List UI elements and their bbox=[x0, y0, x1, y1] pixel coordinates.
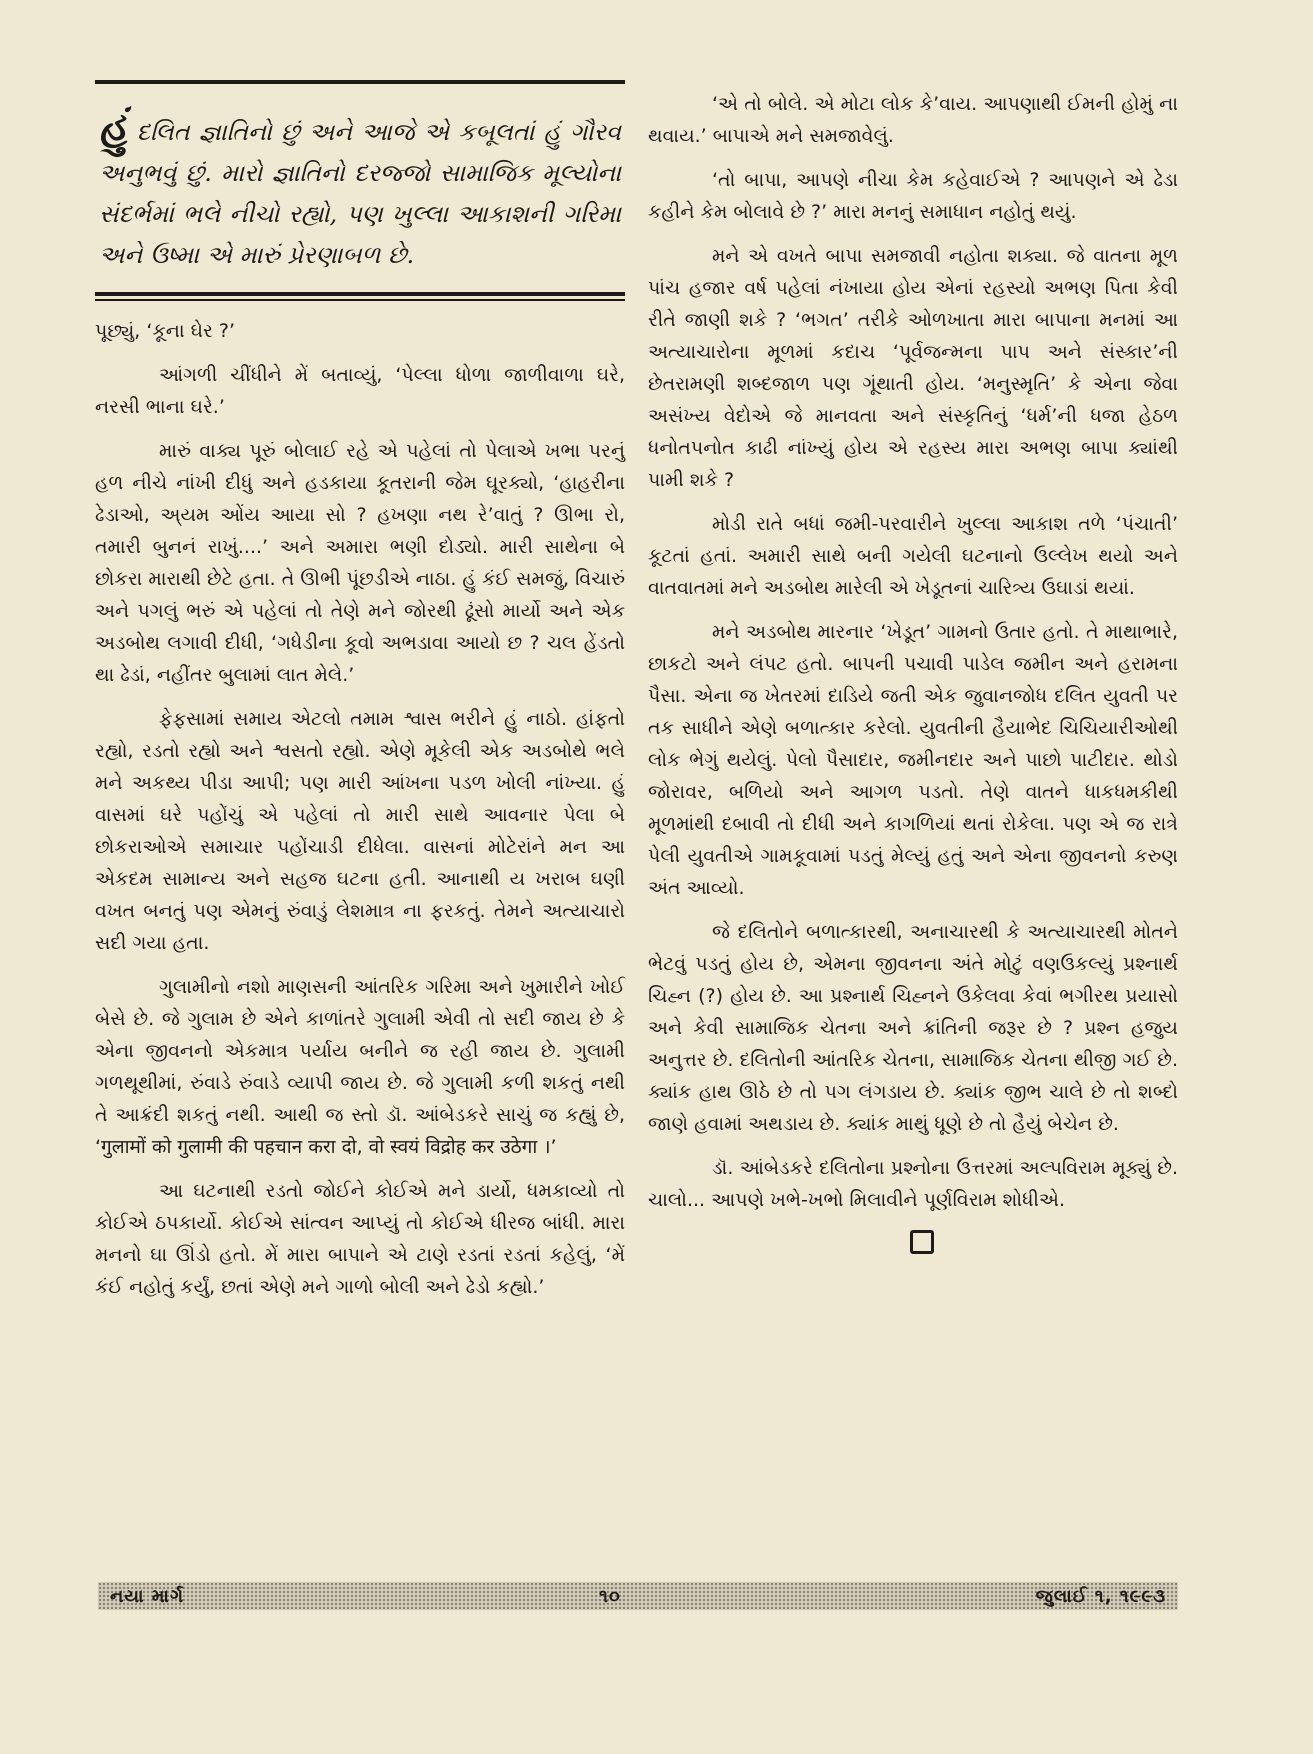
body-paragraph: આંગળી ચીંધીને મેં બતાવ્યું, ‘પેલ્લા ધોળા જાળીવાળા ઘરે, નરસી ભાના ઘરે.’ bbox=[95, 364, 625, 418]
body-paragraph: મારું વાક્ય પૂરું બોલાઈ રહે એ પહેલાં તો પેલાએ ખભા પરનું હળ નીચે નાંખી દીધું અને હડકાયા કૂતરાની જેમ ઘૂરક્યો, ‘હાહરીના ઢેડાઓ, અ્યમ ઓંય આયા સો ? હખણા નથ રે’વાતું ? ઊભા રો, તમારી બુનનં રાખું....’ અને અમારા ભણી દોડ્યો. મારી સાથેના બે છોકરા મારાથી છેટે હતા. તે ઊભી પૂંછડીએ નાઠા. હું કંઈ સમજું, વિચારું અને પગલું ભરું એ પહેલાં તો તેણે મને જોરથી ઢૂંસો માર્યો અને એક અડબોથ લગાવી દીધી, ‘ગધેડીના કૂવો અભડાવા આયો છ ? ચલ હેંડતો થા ઢેડાં, નહીંતર બુલામાં લાત મેલે.’ bbox=[95, 440, 625, 686]
footer-page-number: ૧૦ bbox=[599, 1585, 621, 1607]
page-footer bbox=[98, 1582, 1178, 1610]
pull-quote bbox=[95, 103, 625, 276]
left-column bbox=[95, 80, 625, 1315]
body-paragraph: પૂછ્યું, ‘કૂના ઘેર ?’ bbox=[95, 320, 236, 342]
body-paragraph: મોડી રાતે બધાં જમી-પરવારીને ખુલ્લા આકાશ તળે ‘પંચાતી’ કૂટતાં હતાં. અમારી સાથે બની ગયેલી ઘટનાનો ઉલ્લેખ થયો અને વાતવાતમાં મને અડબોથ મારેલી એ ખેડૂતનાં ચારિત્ર્ય ઉઘાડાં થયાં. bbox=[648, 513, 1178, 599]
body-paragraph: ફેફસામાં સમાય એટલો તમામ શ્વાસ ભરીને હું નાઠો. હાંફતો રહ્યો, રડતો રહ્યો અને શ્વસતો રહ્યો. એણે મૂકેલી એક અડબોથે ભલે મને અકથ્ય પીડા આપી; પણ મારી આંખના પડળ ખોલી નાંખ્યા. હું વાસમાં ઘરે પહોંચું એ પહેલાં તો મારી સાથે આવનાર પેલા બે છોકરાઓએ સમાચાર પહોંચાડી દીધેલા. વાસનાં મોટેરાંને મન આ એકદમ સામાન્ય અને સહજ ઘટના હતી. આનાથી ય ખરાબ ઘણી વખત બનતું પણ એમનું રુંવાડું લેશમાત્ર ના ફરકતું. તેમને અત્યાચારો સદી ગયા હતા. bbox=[95, 708, 625, 954]
article-end-mark-icon bbox=[910, 1230, 934, 1254]
body-paragraph: ગુલામીનો નશો માણસની આંતરિક ગરિમા અને ખુમારીને ખોઈ બેસે છે. જે ગુલામ છે એને કાળાંતરે ગુલામી એવી તો સદી જાય છે કે એના જીવનનો એકમાત્ર પર્યાય બનીને જ રહી જાય છે. ગુલામી ગળથૂથીમાં, રુંવાડે રુંવાડે વ્યાપી જાય છે. જે ગુલામી કળી શકતું નથી તે આક્રંદી શકતું નથી. આથી જ સ્તો ડૉ. આંબેડકરે સાચું જ કહ્યું છે, ‘गुलामों को गुलामी की पहचान करा दो, वो स्वयं विद्रोह कर उठेगा ।’ bbox=[95, 976, 625, 1158]
bottom-rule-thin bbox=[95, 299, 625, 301]
body-paragraph: ‘એ તો બોલે. એ મોટા લોક કે’વાય. આપણાથી ઈમની હોમું ના થવાય.’ બાપાએ મને સમજાવેલું. bbox=[648, 93, 1178, 147]
body-paragraph: આ ઘટનાથી રડતો જોઈને કોઈએ મને ડાર્યો, ધમકાવ્યો તો કોઈએ ઠપકાર્યો. કોઈએ સાંત્વન આપ્યું તો કોઈએ ધીરજ બાંધી. મારા મનનો ઘા ઊંડો હતો. મેં મારા બાપાને એ ટાણે રડતાં રડતાં કહેલું, ‘મેં કંઈ નહોતું કર્યું, છતાં એણે મને ગાળો બોલી અને ઢેડો કહ્યો.’ bbox=[95, 1180, 625, 1298]
body-paragraph: મને અડબોથ મારનાર ‘ખેડૂત’ ગામનો ઉતાર હતો. તે માથાભારે, છાકટો અને લંપટ હતો. બાપની પચાવી પાડેલ જમીન અને હરામના પૈસા. એના જ ખેતરમાં દાડિયે જતી એક જુવાનજોધ દલિત યુવતી પર તક સાધીને એણે બળાત્કાર કરેલો. યુવતીની હૈયાભેદ ચિચિયારીઓથી લોક ભેગું થયેલું. પેલો પૈસાદાર, જમીનદાર અને પાછો પાટીદાર. થોડો જોરાવર, બળિયો અને આગળ પડતો. તેણે વાતને ધાકધમકીથી મૂળમાંથી દબાવી તો દીધી અને કાગળિયાં થતાં રોકેલા. પણ એ જ રાત્રે પેલી યુવતીએ ગામકૂવામાં પડતું મેલ્યું હતું અને એના જીવનનો કરુણ અંત આવ્યો. bbox=[648, 621, 1178, 899]
bottom-rule-thick bbox=[95, 292, 625, 296]
body-paragraph: જે દલિતોને બળાત્કારથી, અનાચારથી કે અત્યાચારથી મોતને ભેટવું પડતું હોય છે, એમના જીવનના અંતે મોટું વણઉકલ્યું પ્રશ્નાર્થ ચિહ્ન (?) હોય છે. આ પ્રશ્નાર્થ ચિહ્નને ઉકેલવા કેવાં ભગીરથ પ્રયાસો અને કેવી સામાજિક ચેતના અને ક્રાંતિની જરૂર છે ? પ્રશ્ન હજુય અનુત્તર છે. દલિતોની આંતરિક ચેતના, સામાજિક ચેતના થીજી ગઈ છે. ક્યાંક હાથ ઊઠે છે તો પગ લંગડાય છે. ક્યાંક જીભ ચાલે છે તો શબ્દો જાણે હવામાં અથડાય છે. ક્યાંક માથું ધૂણે છે તો હૈયું બેચેન છે. bbox=[648, 921, 1178, 1135]
body-paragraph: ‘તો બાપા, આપણે નીચા કેમ કહેવાઈએ ? આપણને એ ઢેડા કહીને કેમ બોલાવે છે ?’ મારા મનનું સમાધાન નહોતું થયું. bbox=[648, 169, 1178, 223]
body-paragraph: ડૉ. આંબેડકરે દલિતોના પ્રશ્નોના ઉત્તરમાં અલ્પવિરામ મૂક્યું છે. ચાલો... આપણે ખભે-ખભો મિલાવીને પૂર્ણવિરામ શોધીએ. bbox=[648, 1157, 1178, 1211]
pull-quote-dropcap: હું bbox=[99, 103, 128, 150]
body-paragraph: મને એ વખતે બાપા સમજાવી નહોતા શક્યા. જે વાતના મૂળ પાંચ હજાર વર્ષ પહેલાં નંખાયા હોય એનાં રહસ્યો અભણ પિતા કેવી રીતે જાણી શકે ? ‘ભગત’ તરીકે ઓળખાતા મારા બાપાના મનમાં આ અત્યાચારોના મૂળમાં કદાચ ‘પૂર્વજન્મના પાપ અને સંસ્કાર’ની છેતરામણી શબ્દજાળ પણ ગૂંથાતી હોય. ‘મનુસ્મૃતિ’ કે એના જેવા અસંખ્ય વેદોએ જે માનવતા અને સંસ્કૃતિનું ‘ધર્મ’ની ધજા હેઠળ ધનોતપનોત કાઢી નાંખ્યું હોય એ રહસ્ય મારા અભણ બાપા ક્યાંથી પામી શકે ? bbox=[648, 245, 1178, 491]
footer-magazine-name: નયા માર્ગ bbox=[110, 1585, 185, 1607]
right-column bbox=[648, 88, 1178, 1254]
pull-quote-text: દલિત જ્ઞાતિનો છું અને આજે એ કબૂલતાં હું ગૌરવ અનુભવું છું. મારો જ્ઞાતિનો દરજ્જો સામાજિક મૂલ્યોના સંદર્ભમાં ભલે નીચો રહ્યો, પણ ખુલ્લા આકાશની ગરિમા અને ઉષ્મા એ મારું પ્રેરણાબળ છે. bbox=[99, 118, 621, 269]
top-rule bbox=[95, 80, 625, 84]
footer-date: જુલાઈ ૧, ૧૯૯૩ bbox=[1035, 1585, 1166, 1607]
